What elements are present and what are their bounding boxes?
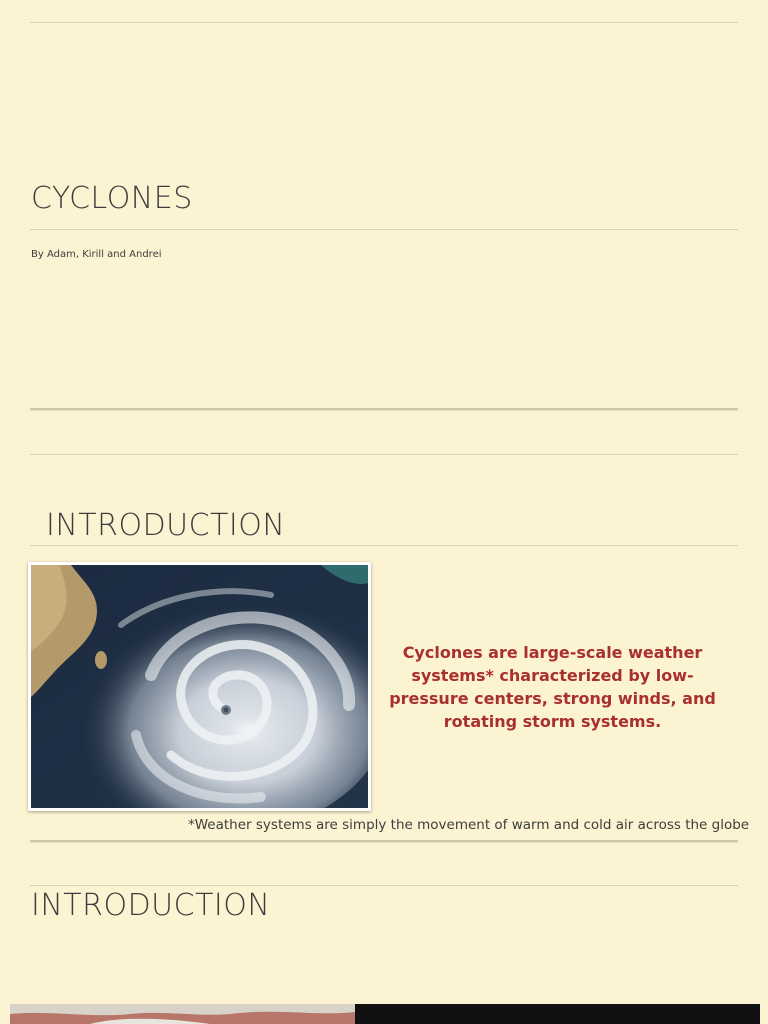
slide2-divider xyxy=(30,840,738,842)
satellite-cyclone-icon xyxy=(31,565,368,808)
satellite-image-strip-icon xyxy=(0,1004,768,1024)
weather-systems-footnote: *Weather systems are simply the movement of warm and cold air across the globe xyxy=(188,817,750,833)
slide2-title-underline xyxy=(30,545,738,546)
slide3-top-rule xyxy=(30,885,738,886)
slide-title-introduction: INTRODUCTION xyxy=(46,508,286,543)
slide-title-cyclones: CYCLONES xyxy=(31,181,193,216)
slide-divider xyxy=(30,408,738,410)
top-rule xyxy=(30,22,738,23)
slide3-title-introduction: INTRODUCTION xyxy=(31,888,271,923)
cyclone-definition: Cyclones are large-scale weather systems* characterized by low-pressure centers, strong winds, and rotating storm systems. xyxy=(389,643,716,731)
title-underline xyxy=(30,229,738,230)
slide2-top-rule xyxy=(30,454,738,455)
slide3-image-strip xyxy=(0,1004,768,1024)
author-byline: By Adam, Kirill and Andrei xyxy=(31,249,162,260)
cyclone-satellite-image xyxy=(28,562,371,811)
